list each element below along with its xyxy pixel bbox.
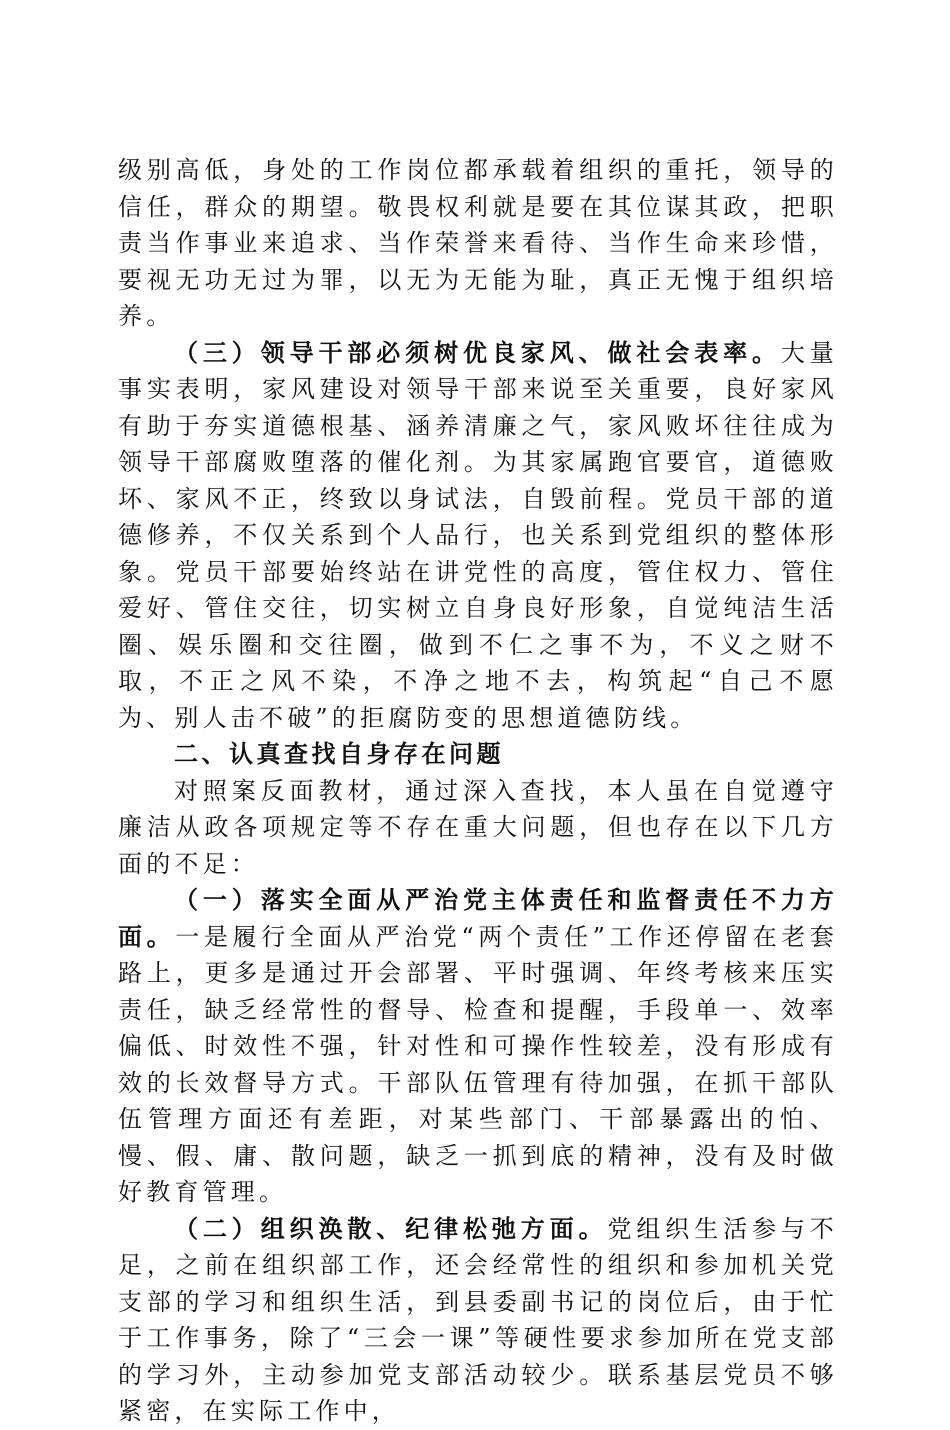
- paragraph-1-text: 级别高低，身处的工作岗位都承载着组织的重托，领导的信任，群众的期望。敬畏权利就是要在其位谋其政，把职责当作事业来追求、当作荣誉来看待、当作生命来珍惜，要视无功无过为罪，以无为无能为耻，真正无愧于组织培养。: [118, 156, 838, 330]
- document-page: [118, 152, 838, 1430]
- section-heading-2: 二、认真查找自身存在问题: [174, 740, 504, 768]
- paragraph-2-text: 大量事实表明，家风建设对领导干部来说至关重要，良好家风有助于夯实道德根基、涵养清廉之气，家风败坏往往成为领导干部腐败堕落的催化剂。为其家属跑官要官，道德败坏、家风不正，终致以身试法，自毁前程。党员干部的道德修养，不仅关系到个人品行，也关系到党组织的整体形象。党员干部要始终站在讲党性的高度，管住权力、管住爱好、管住交往，切实树立自身良好形象，自觉纯洁生活圈、娱乐圈和交往圈，做到不仁之事不为，不义之财不取，不正之风不染，不净之地不去，构筑起“自己不愿为、别人击不破”的拒腐防变的思想道德防线。: [118, 338, 838, 732]
- subsection-1-lead: （一）落实全面从严治党主体责任和监督责任不力方面。: [118, 885, 838, 951]
- paragraph-2: [118, 335, 838, 737]
- paragraph-3: [118, 773, 838, 883]
- paragraph-5: [118, 1211, 838, 1430]
- paragraph-1: [118, 152, 838, 335]
- paragraph-4: [118, 882, 838, 1211]
- section-3-lead: （三）领导干部必须树优良家风、做社会表率。: [174, 337, 781, 367]
- subsection-2-lead: （二）组织涣散、纪律松弛方面。: [174, 1213, 608, 1243]
- paragraph-4-text: 一是履行全面从严治党“两个责任”工作还停留在老套路上，更多是通过开会部署、平时强调、年终考核来压实责任，缺乏经常性的督导、检查和提醒，手段单一、效率偏低、时效性不强，针对性和可操作性较差，没有形成有效的长效督导方式。干部队伍管理有待加强，在抓干部队伍管理方面还有差距，对某些部门、干部暴露出的怕、慢、假、庸、散问题，缺乏一抓到底的精神，没有及时做好教育管理。: [118, 922, 839, 1206]
- paragraph-5-text: 党组织生活参与不足，之前在组织部工作，还会经常性的组织和参加机关党支部的学习和组织生活，到县委副书记的岗位后，由于忙于工作事务，除了“三会一课”等硬性要求参加所在党支部的学习外，主动参加党支部活动较少。联系基层党员不够紧密，在实际工作中，: [118, 1214, 838, 1425]
- paragraph-3-text: 对照案反面教材，通过深入查找，本人虽在自觉遵守廉洁从政各项规定等不存在重大问题，但也存在以下几方面的不足：: [118, 776, 838, 878]
